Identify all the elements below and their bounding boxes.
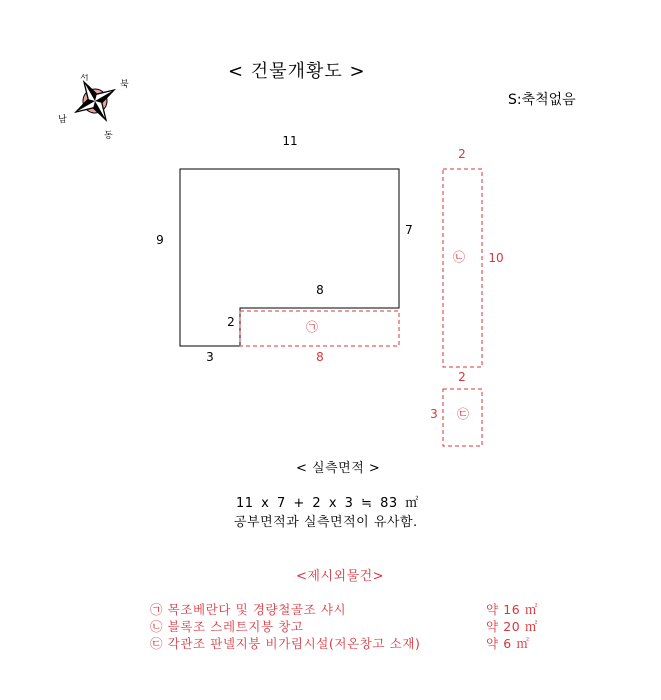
annex-c-width: 2 [458,370,466,384]
main-building-outline [180,169,399,346]
area-heading: < 실측면적 > [296,461,381,476]
dim-bottom-left: 3 [206,350,214,364]
annex-c-marker: ㉢ [456,407,470,421]
scale-note: S:축척없음 [508,92,576,108]
compass-north-label: 북 [120,80,129,90]
dim-top: 11 [282,134,298,148]
dim-left: 9 [156,233,164,247]
area-note: 공부면적과 실측면적이 유사함. [234,515,418,530]
annex-b-outline [443,169,482,367]
annex-a-outline [240,311,399,346]
annex-a-length: 8 [316,350,324,364]
item-row-1-label: ㉠ 목조베란다 및 경량철골조 샤시 [150,602,347,617]
annex-b-marker: ㉡ [452,250,466,264]
compass-east-label: 동 [104,131,113,141]
annex-b-width: 2 [458,147,466,161]
item-row-3-label: ㉢ 각관조 판넬지붕 비가림시설(저온창고 소재) [150,636,421,651]
dim-right: 7 [405,223,413,237]
page-title: < 건물개황도 > [228,61,366,82]
annex-b-length: 10 [488,251,504,265]
item-row-2-amount: 약 20 ㎡ [486,619,539,634]
item-row-2-label: ㉡ 블록조 스레트지붕 창고 [150,619,304,634]
item-row-1-amount: 약 16 ㎡ [486,602,539,617]
dim-inner-top: 8 [316,283,324,297]
dim-inner-left: 2 [227,315,235,329]
compass-south-label: 남 [58,115,67,125]
items-heading: <제시외물건> [296,569,385,584]
area-formula: 11 x 7 + 2 x 3 ≒ 83 ㎡ [236,496,419,511]
item-row-3-amount: 약 6 ㎡ [486,636,530,651]
annex-c-length: 3 [430,407,438,421]
compass-west-label: 서 [80,74,89,83]
annex-a-marker: ㉠ [305,320,319,334]
